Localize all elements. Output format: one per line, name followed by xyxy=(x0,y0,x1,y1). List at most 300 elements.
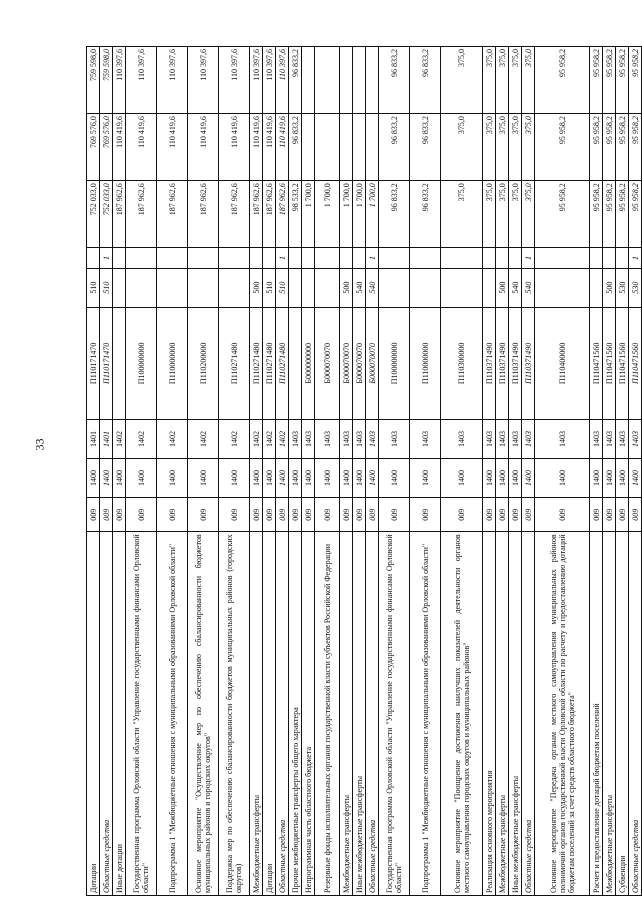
subsection-code: 1403 xyxy=(496,420,509,459)
amount-3: 110 397,6 xyxy=(188,47,219,114)
amount-1: 752 033,0 xyxy=(100,181,113,248)
section-code: 1400 xyxy=(353,459,366,498)
section-code: 1400 xyxy=(379,459,410,498)
section-code: 1400 xyxy=(250,459,263,498)
row-name: Подпрограмма 1 "Межбюджетные отношения с муниципальными образованиями Орловской области" xyxy=(410,532,441,896)
funding-code xyxy=(590,248,603,268)
target-article: П110471560 xyxy=(629,307,642,419)
table-row xyxy=(590,47,603,896)
expense-type: 540 xyxy=(509,268,522,307)
expense-type: 500 xyxy=(603,268,616,307)
row-name: Реализация основного мероприятия xyxy=(483,532,496,896)
row-name: Межбюджетные трансферты xyxy=(250,532,263,896)
funding-code xyxy=(603,248,616,268)
target-article: П110171470 xyxy=(87,307,100,419)
row-name: Областные средства xyxy=(100,532,113,896)
target-article: П110300000 xyxy=(441,307,483,419)
amount-1: 187 962,6 xyxy=(126,181,157,248)
subsection-code: 1403 xyxy=(441,420,483,459)
row-name: Межбюджетные трансферты xyxy=(603,532,616,896)
target-article: П110371490 xyxy=(509,307,522,419)
budget-table-wrapper xyxy=(86,46,640,896)
amount-1: 1 700,0 xyxy=(315,181,340,248)
amount-1: 375,0 xyxy=(441,181,483,248)
subsection-code: 1402 xyxy=(263,420,276,459)
amount-3 xyxy=(315,47,340,114)
subsection-code: 1403 xyxy=(483,420,496,459)
expense-type: 540 xyxy=(366,268,379,307)
ministry-code: 009 xyxy=(603,498,616,532)
subsection-code: 1403 xyxy=(289,420,302,459)
expense-type xyxy=(289,268,302,307)
row-name: Основное мероприятие "Передача органам местного самоуправления муниципальных районов полномочий органов государственной власти Орловской области по расчету и предоставлению дотаций бюджетам поселений за счет средств областного бюджета" xyxy=(535,532,590,896)
amount-3: 95 958,2 xyxy=(590,47,603,114)
amount-2: 110 419,6 xyxy=(113,114,126,181)
amount-3: 96 833,2 xyxy=(379,47,410,114)
amount-3: 95 958,2 xyxy=(629,47,642,114)
ministry-code: 009 xyxy=(250,498,263,532)
subsection-code: 1403 xyxy=(366,420,379,459)
ministry-code: 009 xyxy=(522,498,535,532)
subsection-code: 1402 xyxy=(157,420,188,459)
subsection-code: 1401 xyxy=(87,420,100,459)
expense-type: 500 xyxy=(340,268,353,307)
amount-2: 96 833,2 xyxy=(379,114,410,181)
subsection-code: 1402 xyxy=(126,420,157,459)
subsection-code: 1403 xyxy=(535,420,590,459)
amount-2: 110 419,6 xyxy=(276,114,289,181)
ministry-code: 009 xyxy=(496,498,509,532)
table-row xyxy=(483,47,496,896)
row-name: Государственная программа Орловской области "Управление государственными финансами Орловской области" xyxy=(126,532,157,896)
section-code: 1400 xyxy=(509,459,522,498)
expense-type: 510 xyxy=(276,268,289,307)
row-name: Основное мероприятие "Осуществление мер по обеспечению сбалансированности бюджетов муниципальных районов и городских округов" xyxy=(188,532,219,896)
funding-code: 1 xyxy=(629,248,642,268)
section-code: 1400 xyxy=(276,459,289,498)
expense-type xyxy=(219,268,250,307)
amount-1: 187 962,6 xyxy=(276,181,289,248)
funding-code xyxy=(496,248,509,268)
section-code: 1400 xyxy=(315,459,340,498)
ministry-code: 009 xyxy=(483,498,496,532)
section-code: 1400 xyxy=(590,459,603,498)
section-code: 1400 xyxy=(126,459,157,498)
amount-2: 110 419,6 xyxy=(126,114,157,181)
row-name: Областные средства xyxy=(366,532,379,896)
subsection-code: 1402 xyxy=(276,420,289,459)
amount-2 xyxy=(340,114,353,181)
section-code: 1400 xyxy=(410,459,441,498)
subsection-code: 1403 xyxy=(509,420,522,459)
amount-2: 375,0 xyxy=(509,114,522,181)
amount-3: 110 397,6 xyxy=(157,47,188,114)
amount-2 xyxy=(302,114,315,181)
table-row-source xyxy=(629,47,642,896)
subsection-code: 1403 xyxy=(353,420,366,459)
amount-3: 96 833,2 xyxy=(410,47,441,114)
row-name: Основное мероприятие "Поощрение достижения наилучших показателей деятельности органов местного самоуправления городских округов и муниципальных районов" xyxy=(441,532,483,896)
amount-3: 110 397,6 xyxy=(113,47,126,114)
expense-type: 510 xyxy=(263,268,276,307)
row-name: Расчет и предоставление дотаций бюджетам поселений xyxy=(590,532,603,896)
amount-2 xyxy=(315,114,340,181)
expense-type: 540 xyxy=(522,268,535,307)
ministry-code: 009 xyxy=(113,498,126,532)
amount-1: 95 958,2 xyxy=(616,181,629,248)
expense-type: 530 xyxy=(616,268,629,307)
amount-2 xyxy=(366,114,379,181)
table-row-source xyxy=(276,47,289,896)
target-article: П110271480 xyxy=(250,307,263,419)
ministry-code: 009 xyxy=(379,498,410,532)
table-row xyxy=(113,47,126,896)
budget-table-body xyxy=(87,47,642,896)
section-code: 1400 xyxy=(603,459,616,498)
amount-3: 375,0 xyxy=(522,47,535,114)
table-row-source xyxy=(522,47,535,896)
funding-code xyxy=(250,248,263,268)
amount-2: 110 419,6 xyxy=(188,114,219,181)
amount-2: 375,0 xyxy=(441,114,483,181)
amount-1: 1 700,0 xyxy=(353,181,366,248)
amount-2: 769 576,0 xyxy=(87,114,100,181)
ministry-code: 009 xyxy=(263,498,276,532)
amount-1: 1 700,0 xyxy=(340,181,353,248)
funding-code xyxy=(188,248,219,268)
expense-type: 530 xyxy=(629,268,642,307)
funding-code xyxy=(535,248,590,268)
expense-type: 540 xyxy=(353,268,366,307)
expense-type xyxy=(188,268,219,307)
funding-code xyxy=(315,248,340,268)
expense-type xyxy=(483,268,496,307)
funding-code xyxy=(289,248,302,268)
row-name: Прочие межбюджетные трансферты общего характера xyxy=(289,532,302,896)
section-code: 1400 xyxy=(263,459,276,498)
table-row xyxy=(379,47,410,896)
target-article: Б000070070 xyxy=(353,307,366,419)
amount-3 xyxy=(353,47,366,114)
funding-code xyxy=(302,248,315,268)
target-article: П110271480 xyxy=(276,307,289,419)
funding-code xyxy=(616,248,629,268)
expense-type: 510 xyxy=(87,268,100,307)
target-article: П110471560 xyxy=(590,307,603,419)
amount-3: 759 598,0 xyxy=(100,47,113,114)
subsection-code: 1403 xyxy=(616,420,629,459)
amount-3: 110 397,6 xyxy=(276,47,289,114)
funding-code xyxy=(87,248,100,268)
section-code: 1400 xyxy=(629,459,642,498)
amount-2: 375,0 xyxy=(496,114,509,181)
target-article: Б000000000 xyxy=(302,307,315,419)
subsection-code: 1402 xyxy=(113,420,126,459)
amount-2: 110 419,6 xyxy=(157,114,188,181)
funding-code xyxy=(410,248,441,268)
ministry-code: 009 xyxy=(509,498,522,532)
target-article: Б000070070 xyxy=(315,307,340,419)
section-code: 1400 xyxy=(616,459,629,498)
row-name: Дотации xyxy=(87,532,100,896)
section-code: 1400 xyxy=(483,459,496,498)
amount-1: 95 958,2 xyxy=(590,181,603,248)
target-article: П110371490 xyxy=(483,307,496,419)
row-name: Государственная программа Орловской области "Управление государственными финансами Орловской области" xyxy=(379,532,410,896)
amount-1: 96 833,2 xyxy=(410,181,441,248)
amount-2: 110 419,6 xyxy=(219,114,250,181)
amount-2: 110 419,6 xyxy=(250,114,263,181)
subsection-code: 1403 xyxy=(629,420,642,459)
target-article: П110471560 xyxy=(603,307,616,419)
section-code: 1400 xyxy=(188,459,219,498)
ministry-code: 009 xyxy=(616,498,629,532)
section-code: 1400 xyxy=(113,459,126,498)
amount-2: 110 419,6 xyxy=(263,114,276,181)
funding-code xyxy=(509,248,522,268)
table-row xyxy=(188,47,219,896)
ministry-code: 009 xyxy=(629,498,642,532)
subsection-code: 1403 xyxy=(590,420,603,459)
amount-1: 1 700,0 xyxy=(302,181,315,248)
amount-3 xyxy=(340,47,353,114)
section-code: 1400 xyxy=(157,459,188,498)
subsection-code: 1402 xyxy=(219,420,250,459)
section-code: 1400 xyxy=(100,459,113,498)
row-name: Иные межбюджетные трансферты xyxy=(509,532,522,896)
table-row xyxy=(603,47,616,896)
target-article xyxy=(289,307,302,419)
target-article: Б000070070 xyxy=(366,307,379,419)
amount-2: 95 958,2 xyxy=(616,114,629,181)
section-code: 1400 xyxy=(535,459,590,498)
table-row xyxy=(353,47,366,896)
expense-type xyxy=(535,268,590,307)
amount-1: 187 962,6 xyxy=(263,181,276,248)
table-row xyxy=(289,47,302,896)
expense-type xyxy=(157,268,188,307)
row-name: Областные средства xyxy=(629,532,642,896)
amount-1: 375,0 xyxy=(483,181,496,248)
expense-type xyxy=(410,268,441,307)
ministry-code: 009 xyxy=(441,498,483,532)
expense-type xyxy=(315,268,340,307)
ministry-code: 009 xyxy=(289,498,302,532)
amount-3: 375,0 xyxy=(496,47,509,114)
subsection-code: 1403 xyxy=(410,420,441,459)
ministry-code: 009 xyxy=(188,498,219,532)
table-row xyxy=(315,47,340,896)
amount-1: 98 533,2 xyxy=(289,181,302,248)
amount-3: 110 397,6 xyxy=(250,47,263,114)
amount-2: 96 833,2 xyxy=(410,114,441,181)
funding-code xyxy=(340,248,353,268)
table-row xyxy=(126,47,157,896)
ministry-code: 009 xyxy=(535,498,590,532)
funding-code: 1 xyxy=(522,248,535,268)
funding-code xyxy=(219,248,250,268)
target-article: П110200000 xyxy=(188,307,219,419)
table-row xyxy=(219,47,250,896)
ministry-code: 009 xyxy=(126,498,157,532)
row-name: Поддержка мер по обеспечению сбалансированности бюджетов муниципальных районов (городских округов) xyxy=(219,532,250,896)
table-row xyxy=(340,47,353,896)
ministry-code: 009 xyxy=(340,498,353,532)
section-code: 1400 xyxy=(289,459,302,498)
target-article: П110371490 xyxy=(496,307,509,419)
amount-2 xyxy=(353,114,366,181)
ministry-code: 009 xyxy=(157,498,188,532)
funding-code xyxy=(379,248,410,268)
table-row xyxy=(263,47,276,896)
expense-type: 510 xyxy=(100,268,113,307)
amount-3: 95 958,2 xyxy=(535,47,590,114)
amount-2: 375,0 xyxy=(483,114,496,181)
ministry-code: 009 xyxy=(590,498,603,532)
subsection-code: 1402 xyxy=(188,420,219,459)
budget-table xyxy=(86,46,642,896)
amount-1: 95 958,2 xyxy=(603,181,616,248)
funding-code: 1 xyxy=(276,248,289,268)
amount-3: 95 958,2 xyxy=(603,47,616,114)
expense-type xyxy=(302,268,315,307)
subsection-code: 1402 xyxy=(250,420,263,459)
row-name: Подпрограмма 1 "Межбюджетные отношения с муниципальными образованиями Орловской области" xyxy=(157,532,188,896)
row-name: Межбюджетные трансферты xyxy=(340,532,353,896)
amount-3: 110 397,6 xyxy=(126,47,157,114)
ministry-code: 009 xyxy=(353,498,366,532)
target-article: П110371490 xyxy=(522,307,535,419)
amount-1: 187 962,6 xyxy=(113,181,126,248)
amount-2: 95 958,2 xyxy=(603,114,616,181)
amount-1: 375,0 xyxy=(509,181,522,248)
table-row xyxy=(250,47,263,896)
section-code: 1400 xyxy=(340,459,353,498)
amount-1: 95 958,2 xyxy=(535,181,590,248)
row-name: Иные дотации xyxy=(113,532,126,896)
rotated-table-area xyxy=(86,46,640,896)
subsection-code: 1403 xyxy=(340,420,353,459)
subsection-code: 1401 xyxy=(100,420,113,459)
table-row xyxy=(616,47,629,896)
table-row xyxy=(410,47,441,896)
ministry-code: 009 xyxy=(366,498,379,532)
section-code: 1400 xyxy=(522,459,535,498)
expense-type xyxy=(126,268,157,307)
section-code: 1400 xyxy=(496,459,509,498)
target-article: П110171470 xyxy=(100,307,113,419)
table-row xyxy=(302,47,315,896)
page-number: 33 xyxy=(32,438,47,451)
expense-type xyxy=(379,268,410,307)
amount-2: 96 833,2 xyxy=(289,114,302,181)
amount-3: 375,0 xyxy=(483,47,496,114)
target-article: П110271480 xyxy=(263,307,276,419)
target-article: П100000000 xyxy=(379,307,410,419)
subsection-code: 1403 xyxy=(603,420,616,459)
section-code: 1400 xyxy=(219,459,250,498)
amount-3: 375,0 xyxy=(441,47,483,114)
expense-type: 500 xyxy=(496,268,509,307)
amount-1: 752 033,0 xyxy=(87,181,100,248)
amount-3: 110 397,6 xyxy=(263,47,276,114)
target-article: Б000070070 xyxy=(340,307,353,419)
subsection-code: 1403 xyxy=(379,420,410,459)
ministry-code: 009 xyxy=(302,498,315,532)
target-article: П110000000 xyxy=(410,307,441,419)
funding-code xyxy=(126,248,157,268)
funding-code: 1 xyxy=(366,248,379,268)
subsection-code: 1403 xyxy=(302,420,315,459)
table-row xyxy=(87,47,100,896)
target-article: П110400000 xyxy=(535,307,590,419)
target-article: П110471560 xyxy=(616,307,629,419)
table-row xyxy=(509,47,522,896)
ministry-code: 009 xyxy=(100,498,113,532)
expense-type xyxy=(441,268,483,307)
ministry-code: 009 xyxy=(276,498,289,532)
row-name: Областные средства xyxy=(276,532,289,896)
row-name: Межбюджетные трансферты xyxy=(496,532,509,896)
amount-1: 187 962,6 xyxy=(250,181,263,248)
ministry-code: 009 xyxy=(219,498,250,532)
row-name: Непрограммная часть областного бюджета xyxy=(302,532,315,896)
funding-code xyxy=(483,248,496,268)
funding-code xyxy=(157,248,188,268)
table-row xyxy=(157,47,188,896)
target-article: П110271480 xyxy=(219,307,250,419)
subsection-code: 1403 xyxy=(315,420,340,459)
subsection-code: 1403 xyxy=(522,420,535,459)
amount-3: 95 958,2 xyxy=(616,47,629,114)
expense-type xyxy=(590,268,603,307)
row-name: Резервные фонды исполнительных органов государственной власти субъектов Российской Федерации xyxy=(315,532,340,896)
amount-2: 95 958,2 xyxy=(629,114,642,181)
expense-type: 500 xyxy=(250,268,263,307)
target-article xyxy=(113,307,126,419)
section-code: 1400 xyxy=(366,459,379,498)
ministry-code: 009 xyxy=(87,498,100,532)
amount-1: 96 833,2 xyxy=(379,181,410,248)
amount-3: 96 833,2 xyxy=(289,47,302,114)
section-code: 1400 xyxy=(441,459,483,498)
amount-1: 187 962,6 xyxy=(157,181,188,248)
amount-2: 95 958,2 xyxy=(590,114,603,181)
section-code: 1400 xyxy=(87,459,100,498)
table-row xyxy=(496,47,509,896)
amount-2: 769 576,0 xyxy=(100,114,113,181)
table-row-source xyxy=(100,47,113,896)
funding-code: 1 xyxy=(100,248,113,268)
amount-3: 759 598,0 xyxy=(87,47,100,114)
expense-type xyxy=(113,268,126,307)
funding-code xyxy=(113,248,126,268)
funding-code xyxy=(441,248,483,268)
amount-1: 1 700,0 xyxy=(366,181,379,248)
target-article: П100000000 xyxy=(126,307,157,419)
amount-3 xyxy=(302,47,315,114)
amount-1: 95 958,2 xyxy=(629,181,642,248)
row-name: Субвенции xyxy=(616,532,629,896)
funding-code xyxy=(263,248,276,268)
row-name: Областные средства xyxy=(522,532,535,896)
amount-3 xyxy=(366,47,379,114)
row-name: Иные межбюджетные трансферты xyxy=(353,532,366,896)
table-row xyxy=(441,47,483,896)
amount-2: 95 958,2 xyxy=(535,114,590,181)
amount-3: 110 397,6 xyxy=(219,47,250,114)
amount-1: 375,0 xyxy=(496,181,509,248)
